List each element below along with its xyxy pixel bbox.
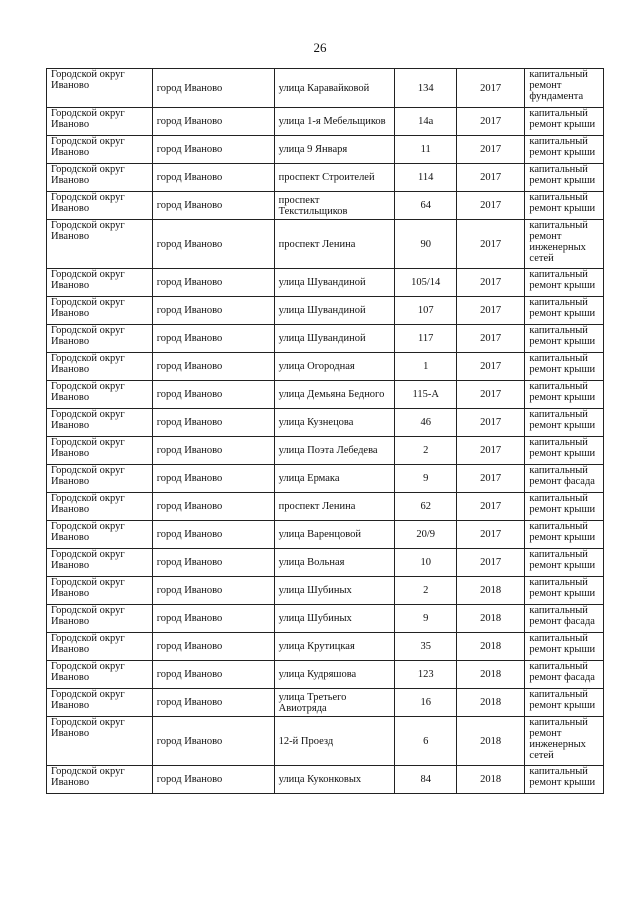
city-cell: город Иваново — [152, 108, 274, 136]
okrug-cell: Городской округ Иваново — [47, 220, 153, 269]
year-cell: 2017 — [456, 297, 524, 325]
okrug-cell: Городской округ Иваново — [47, 269, 153, 297]
work-type-cell: капитальный ремонт крыши — [525, 409, 604, 437]
table-row — [47, 108, 604, 136]
table-row — [47, 353, 604, 381]
okrug-cell: Городской округ Иваново — [47, 297, 153, 325]
house-number-cell: 90 — [395, 220, 456, 269]
year-cell: 2017 — [456, 108, 524, 136]
table-row — [47, 164, 604, 192]
year-cell: 2017 — [456, 220, 524, 269]
house-number-cell: 117 — [395, 325, 456, 353]
street-cell: улица Шувандиной — [274, 297, 395, 325]
work-type-cell: капитальный ремонт крыши — [525, 633, 604, 661]
work-type-cell: капитальный ремонт крыши — [525, 437, 604, 465]
street-cell: улица Куконковых — [274, 766, 395, 794]
year-cell: 2017 — [456, 192, 524, 220]
work-type-cell: капитальный ремонт крыши — [525, 381, 604, 409]
house-number-cell: 114 — [395, 164, 456, 192]
house-number-cell: 115-А — [395, 381, 456, 409]
work-type-cell: капитальный ремонт крыши — [525, 136, 604, 164]
house-number-cell: 134 — [395, 69, 456, 108]
work-type-cell: капитальный ремонт крыши — [525, 549, 604, 577]
work-type-cell: капитальный ремонт фасада — [525, 605, 604, 633]
year-cell: 2018 — [456, 633, 524, 661]
okrug-cell: Городской округ Иваново — [47, 353, 153, 381]
house-number-cell: 62 — [395, 493, 456, 521]
year-cell: 2017 — [456, 409, 524, 437]
okrug-cell: Городской округ Иваново — [47, 192, 153, 220]
city-cell: город Иваново — [152, 661, 274, 689]
table-row — [47, 220, 604, 269]
city-cell: город Иваново — [152, 353, 274, 381]
year-cell: 2018 — [456, 577, 524, 605]
house-number-cell: 11 — [395, 136, 456, 164]
house-number-cell: 84 — [395, 766, 456, 794]
street-cell: улица Кузнецова — [274, 409, 395, 437]
okrug-cell: Городской округ Иваново — [47, 549, 153, 577]
table-row — [47, 633, 604, 661]
street-cell: улица 9 Января — [274, 136, 395, 164]
work-type-cell: капитальный ремонт фасада — [525, 661, 604, 689]
year-cell: 2017 — [456, 549, 524, 577]
street-cell: проспект Ленина — [274, 220, 395, 269]
house-number-cell: 105/14 — [395, 269, 456, 297]
work-type-cell: капитальный ремонт инженерных сетей — [525, 220, 604, 269]
work-type-cell: капитальный ремонт крыши — [525, 192, 604, 220]
city-cell: город Иваново — [152, 297, 274, 325]
table-row — [47, 69, 604, 108]
street-cell: улица 1-я Мебельщиков — [274, 108, 395, 136]
work-type-cell: капитальный ремонт крыши — [525, 353, 604, 381]
house-number-cell: 107 — [395, 297, 456, 325]
okrug-cell: Городской округ Иваново — [47, 465, 153, 493]
work-type-cell: капитальный ремонт инженерных сетей — [525, 717, 604, 766]
table-row — [47, 521, 604, 549]
street-cell: улица Ермака — [274, 465, 395, 493]
house-number-cell: 46 — [395, 409, 456, 437]
house-number-cell: 20/9 — [395, 521, 456, 549]
table-row — [47, 465, 604, 493]
table-row — [47, 437, 604, 465]
street-cell: улица Вольная — [274, 549, 395, 577]
okrug-cell: Городской округ Иваново — [47, 605, 153, 633]
work-type-cell: капитальный ремонт фундамента — [525, 69, 604, 108]
street-cell: улица Варенцовой — [274, 521, 395, 549]
okrug-cell: Городской округ Иваново — [47, 69, 153, 108]
okrug-cell: Городской округ Иваново — [47, 381, 153, 409]
work-type-cell: капитальный ремонт крыши — [525, 325, 604, 353]
house-number-cell: 10 — [395, 549, 456, 577]
house-number-cell: 2 — [395, 437, 456, 465]
okrug-cell: Городской округ Иваново — [47, 325, 153, 353]
house-number-cell: 9 — [395, 465, 456, 493]
work-type-cell: капитальный ремонт крыши — [525, 297, 604, 325]
street-cell: проспект Строителей — [274, 164, 395, 192]
table-row — [47, 689, 604, 717]
city-cell: город Иваново — [152, 69, 274, 108]
year-cell: 2018 — [456, 689, 524, 717]
okrug-cell: Городской округ Иваново — [47, 521, 153, 549]
year-cell: 2018 — [456, 717, 524, 766]
okrug-cell: Городской округ Иваново — [47, 409, 153, 437]
street-cell: 12-й Проезд — [274, 717, 395, 766]
city-cell: город Иваново — [152, 269, 274, 297]
work-type-cell: капитальный ремонт крыши — [525, 108, 604, 136]
city-cell: город Иваново — [152, 766, 274, 794]
street-cell: улица Крутицкая — [274, 633, 395, 661]
okrug-cell: Городской округ Иваново — [47, 437, 153, 465]
house-number-cell: 35 — [395, 633, 456, 661]
city-cell: город Иваново — [152, 325, 274, 353]
table-row — [47, 325, 604, 353]
okrug-cell: Городской округ Иваново — [47, 661, 153, 689]
year-cell: 2017 — [456, 493, 524, 521]
street-cell: проспект Ленина — [274, 493, 395, 521]
repair-program-table — [46, 68, 604, 794]
year-cell: 2017 — [456, 136, 524, 164]
street-cell: улица Каравайковой — [274, 69, 395, 108]
table-row — [47, 717, 604, 766]
table-row — [47, 577, 604, 605]
year-cell: 2017 — [456, 164, 524, 192]
work-type-cell: капитальный ремонт фасада — [525, 465, 604, 493]
work-type-cell: капитальный ремонт крыши — [525, 521, 604, 549]
page-number: 26 — [313, 40, 327, 55]
house-number-cell: 16 — [395, 689, 456, 717]
okrug-cell: Городской округ Иваново — [47, 136, 153, 164]
okrug-cell: Городской округ Иваново — [47, 493, 153, 521]
okrug-cell: Городской округ Иваново — [47, 717, 153, 766]
work-type-cell: капитальный ремонт крыши — [525, 766, 604, 794]
table-row — [47, 766, 604, 794]
okrug-cell: Городской округ Иваново — [47, 633, 153, 661]
table-row — [47, 136, 604, 164]
house-number-cell: 2 — [395, 577, 456, 605]
street-cell: улица Третьего Авиотряда — [274, 689, 395, 717]
table-row — [47, 409, 604, 437]
work-type-cell: капитальный ремонт крыши — [525, 164, 604, 192]
table-row — [47, 549, 604, 577]
city-cell: город Иваново — [152, 717, 274, 766]
year-cell: 2017 — [456, 437, 524, 465]
okrug-cell: Городской округ Иваново — [47, 164, 153, 192]
year-cell: 2017 — [456, 521, 524, 549]
city-cell: город Иваново — [152, 549, 274, 577]
city-cell: город Иваново — [152, 465, 274, 493]
year-cell: 2018 — [456, 661, 524, 689]
city-cell: город Иваново — [152, 605, 274, 633]
house-number-cell: 9 — [395, 605, 456, 633]
table-row — [47, 192, 604, 220]
table-row — [47, 661, 604, 689]
city-cell: город Иваново — [152, 437, 274, 465]
city-cell: город Иваново — [152, 409, 274, 437]
city-cell: город Иваново — [152, 381, 274, 409]
street-cell: улица Огородная — [274, 353, 395, 381]
okrug-cell: Городской округ Иваново — [47, 766, 153, 794]
year-cell: 2017 — [456, 269, 524, 297]
city-cell: город Иваново — [152, 577, 274, 605]
street-cell: улица Шувандиной — [274, 269, 395, 297]
street-cell: улица Кудряшова — [274, 661, 395, 689]
city-cell: город Иваново — [152, 164, 274, 192]
city-cell: город Иваново — [152, 689, 274, 717]
table-row — [47, 297, 604, 325]
city-cell: город Иваново — [152, 521, 274, 549]
work-type-cell: капитальный ремонт крыши — [525, 577, 604, 605]
street-cell: улица Шувандиной — [274, 325, 395, 353]
city-cell: город Иваново — [152, 136, 274, 164]
street-cell: проспект Текстильщиков — [274, 192, 395, 220]
year-cell: 2017 — [456, 69, 524, 108]
work-type-cell: капитальный ремонт крыши — [525, 493, 604, 521]
house-number-cell: 123 — [395, 661, 456, 689]
city-cell: город Иваново — [152, 220, 274, 269]
year-cell: 2017 — [456, 325, 524, 353]
okrug-cell: Городской округ Иваново — [47, 577, 153, 605]
year-cell: 2017 — [456, 465, 524, 493]
year-cell: 2018 — [456, 605, 524, 633]
work-type-cell: капитальный ремонт крыши — [525, 269, 604, 297]
city-cell: город Иваново — [152, 192, 274, 220]
house-number-cell: 64 — [395, 192, 456, 220]
okrug-cell: Городской округ Иваново — [47, 689, 153, 717]
year-cell: 2017 — [456, 353, 524, 381]
okrug-cell: Городской округ Иваново — [47, 108, 153, 136]
street-cell: улица Шубиных — [274, 605, 395, 633]
table-row — [47, 493, 604, 521]
street-cell: улица Шубиных — [274, 577, 395, 605]
house-number-cell: 6 — [395, 717, 456, 766]
house-number-cell: 14а — [395, 108, 456, 136]
street-cell: улица Поэта Лебедева — [274, 437, 395, 465]
street-cell: улица Демьяна Бедного — [274, 381, 395, 409]
year-cell: 2017 — [456, 381, 524, 409]
table-row — [47, 269, 604, 297]
table-row — [47, 605, 604, 633]
work-type-cell: капитальный ремонт крыши — [525, 689, 604, 717]
house-number-cell: 1 — [395, 353, 456, 381]
city-cell: город Иваново — [152, 493, 274, 521]
city-cell: город Иваново — [152, 633, 274, 661]
year-cell: 2018 — [456, 766, 524, 794]
table-row — [47, 381, 604, 409]
